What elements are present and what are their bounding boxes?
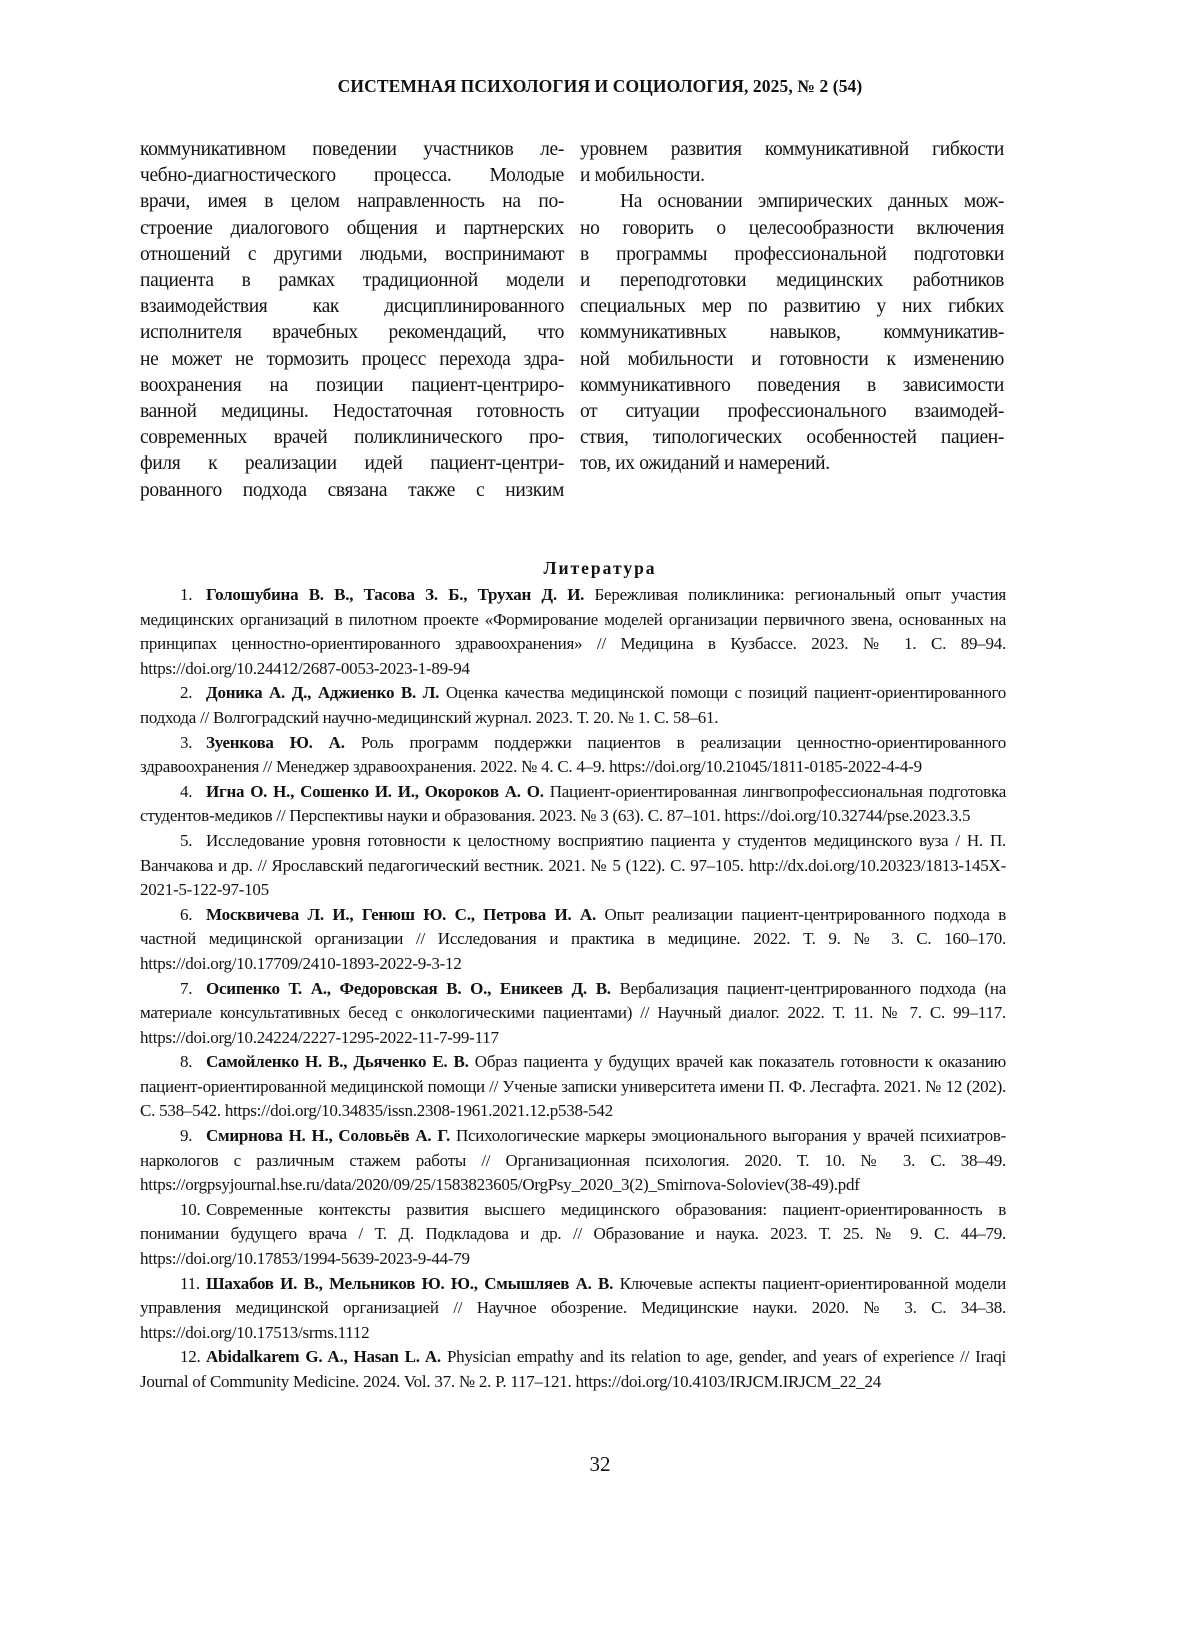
reference-number: 3.	[180, 731, 206, 756]
text-line: отношений с другими людьми, воспринимают	[140, 242, 564, 268]
text-line: уровнем развития коммуникативной гибкости	[580, 137, 1004, 163]
reference-text: Physician empathy and its relation to age, gender, and years of experience // Iraqi Journal of Community Medicine. 2024. Vol. 37. № 2. P. 117–121. https://doi.org/10.4103/IRJCM.IRJCM_22_24	[140, 1347, 1006, 1391]
text-line: исполнителя врачебных рекомендаций, что	[140, 320, 564, 346]
reference-item	[140, 1198, 1006, 1272]
text-line: коммуникативном поведении участников ле-	[140, 137, 564, 163]
reference-text: Образ пациента у будущих врачей как показатель готовности к оказанию пациент-ориентированной медицинской помощи // Ученые записки университета имени П. Ф. Лесгафта. 2021. № 12 (202). С. 538–542. https://doi.org/10.34835/issn.2308-1961.2021.12.p538-542	[140, 1052, 1006, 1120]
running-header: СИСТЕМНАЯ ПСИХОЛОГИЯ И СОЦИОЛОГИЯ, 2025, № 2 (54)	[0, 76, 1200, 97]
reference-text: Пациент-ориентированная лингвопрофессиональная подготовка студентов-медиков // Перспективы науки и образования. 2023. № 3 (63). С. 87–101. https://doi.org/10.32744/pse.2023.3.5	[140, 782, 1006, 826]
reference-item	[140, 1050, 1006, 1124]
text-line: но говорить о целесообразности включения	[580, 216, 1004, 242]
text-line: чебно-диагностического процесса. Молодые	[140, 163, 564, 189]
reference-authors: Москвичева Л. И., Генюш Ю. С., Петрова И. А.	[206, 905, 596, 924]
reference-text: Исследование уровня готовности к целостному восприятию пациента у студентов медицинского вуза / Н. П. Ванчакова и др. // Ярославский педагогический вестник. 2021. № 5 (122). С. 97–105. http://dx.doi.org/10.20323/1813-145X-2021-5-122-97-105	[140, 831, 1006, 899]
reference-text: Роль программ поддержки пациентов в реализации ценностно-ориентированного здравоохранения // Менеджер здравоохранения. 2022. № 4. С. 4–9. https://doi.org/10.21045/1811-0185-2022-4-4-9	[140, 733, 1006, 777]
reference-text: Оценка качества медицинской помощи с позиций пациент-ориентированного подхода // Волгоградский научно-медицинский журнал. 2023. Т. 20. № 1. С. 58–61.	[140, 683, 1006, 727]
text-line: специальных мер по развитию у них гибких	[580, 294, 1004, 320]
text-line: от ситуации профессионального взаимодей-	[580, 399, 1004, 425]
reference-number: 5.	[180, 829, 206, 854]
body-column-left	[140, 137, 564, 504]
text-line: не может не тормозить процесс перехода здра-	[140, 347, 564, 373]
reference-item	[140, 780, 1006, 829]
text-line: и мобильности.	[580, 163, 1004, 189]
reference-authors: Смирнова Н. Н., Соловьёв А. Г.	[206, 1126, 450, 1145]
reference-item	[140, 829, 1006, 903]
reference-text: Вербализация пациент-центрированного подхода (на материале консультативных бесед с онкологическими пациентами) // Научный диалог. 2022. Т. 11. № 7. С. 99–117. https://doi.org/10.24224/2227-1295-2022-11-7-99-117	[140, 979, 1006, 1047]
reference-number: 8.	[180, 1050, 206, 1075]
reference-authors: Осипенко Т. А., Федоровская В. О., Еникеев Д. В.	[206, 979, 611, 998]
text-line: тов, их ожиданий и намерений.	[580, 451, 1004, 477]
text-line: ствия, типологических особенностей пациен-	[580, 425, 1004, 451]
reference-item	[140, 977, 1006, 1051]
reference-number: 11.	[180, 1272, 206, 1297]
reference-authors: Голошубина В. В., Тасова З. Б., Трухан Д. И.	[206, 585, 584, 604]
reference-text: Опыт реализации пациент-центрированного подхода в частной медицинской организации // Исследования и практика в медицине. 2022. Т. 9. № 3. С. 160–170. https://doi.org/10.17709/2410-1893-2022-9-3-12	[140, 905, 1006, 973]
text-line: ной мобильности и готовности к изменению	[580, 347, 1004, 373]
reference-number: 10.	[180, 1198, 206, 1223]
text-line: и переподготовки медицинских работников	[580, 268, 1004, 294]
text-line: взаимодействия как дисциплинированного	[140, 294, 564, 320]
reference-authors: Abidalkarem G. A., Hasan L. A.	[206, 1347, 441, 1366]
text-line: рованного подхода связана также с низким	[140, 478, 564, 504]
reference-item	[140, 731, 1006, 780]
body-column-right	[580, 137, 1004, 478]
reference-number: 4.	[180, 780, 206, 805]
reference-number: 9.	[180, 1124, 206, 1149]
text-line: На основании эмпирических данных мож-	[580, 189, 1004, 215]
reference-authors: Самойленко Н. В., Дьяченко Е. В.	[206, 1052, 469, 1071]
text-line: современных врачей поликлинического про-	[140, 425, 564, 451]
text-line: коммуникативного поведения в зависимости	[580, 373, 1004, 399]
text-line: коммуникативных навыков, коммуникатив-	[580, 320, 1004, 346]
reference-number: 12.	[180, 1345, 206, 1370]
reference-item	[140, 903, 1006, 977]
text-line: ванной медицины. Недостаточная готовность	[140, 399, 564, 425]
page-number: 32	[0, 1452, 1200, 1477]
reference-number: 2.	[180, 681, 206, 706]
reference-authors: Зуенкова Ю. А.	[206, 733, 345, 752]
reference-authors: Игна О. Н., Сошенко И. И., Окороков А. О.	[206, 782, 544, 801]
reference-text: Ключевые аспекты пациент-ориентированной модели управления медицинской организацией // Научное обозрение. Медицинские науки. 2020. № 3. С. 34–38. https://doi.org/10.17513/srms.1112	[140, 1274, 1006, 1342]
reference-item	[140, 583, 1006, 681]
reference-item	[140, 1345, 1006, 1394]
text-line: филя к реализации идей пациент-центри-	[140, 451, 564, 477]
reference-text: Бережливая поликлиника: региональный опыт участия медицинских организаций в пилотном проекте «Формирование моделей организации первичного звена, основанных на принципах ценностно-ориентированного здравоохранения» // Медицина в Кузбассе. 2023. № 1. С. 89–94. https://doi.org/10.24412/2687-0053-2023-1-89-94	[140, 585, 1006, 678]
reference-authors: Доника А. Д., Аджиенко В. Л.	[206, 683, 439, 702]
text-line: врачи, имея в целом направленность на по-	[140, 189, 564, 215]
reference-item	[140, 1124, 1006, 1198]
reference-number: 1.	[180, 583, 206, 608]
reference-item	[140, 681, 1006, 730]
text-line: пациента в рамках традиционной модели	[140, 268, 564, 294]
reference-item	[140, 1272, 1006, 1346]
references-list	[140, 583, 1006, 1395]
references-heading: Литература	[0, 558, 1200, 579]
text-line: воохранения на позиции пациент-центриро-	[140, 373, 564, 399]
reference-number: 7.	[180, 977, 206, 1002]
reference-authors: Шахабов И. В., Мельников Ю. Ю., Смышляев А. В.	[206, 1274, 613, 1293]
reference-text: Психологические маркеры эмоционального выгорания у врачей психиатров-наркологов с различным стажем работы // Организационная психология. 2020. Т. 10. № 3. С. 38–49. https://orgpsyjournal.hse.ru/data/2020/09/25/1583823605/OrgPsy_2020_3(2)_Smirnova-Soloviev(38-49).pdf	[140, 1126, 1006, 1194]
text-line: в программы профессиональной подготовки	[580, 242, 1004, 268]
text-line: строение диалогового общения и партнерских	[140, 216, 564, 242]
reference-text: Современные контексты развития высшего медицинского образования: пациент-ориентированность в понимании будущего врача / Т. Д. Подкладова и др. // Образование и наука. 2023. Т. 25. № 9. С. 44–79. https://doi.org/10.17853/1994-5639-2023-9-44-79	[140, 1200, 1006, 1268]
reference-number: 6.	[180, 903, 206, 928]
